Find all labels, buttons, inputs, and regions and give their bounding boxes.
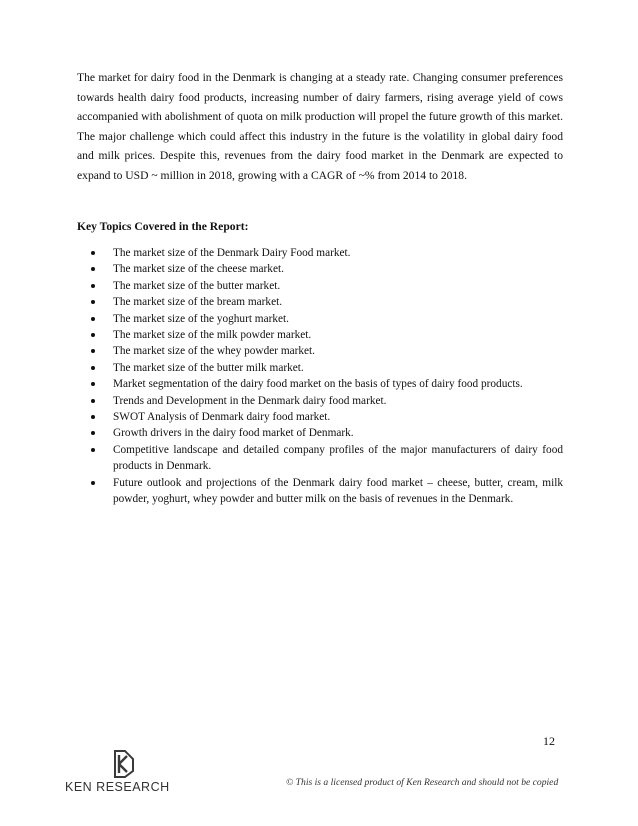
intro-paragraph: The market for dairy food in the Denmark is changing at a steady rate. Changing consumer preferences towards health dairy food products, increasing number of dairy farmers, rising average yield of cows accompanied with abolishment of quota on milk production will propel the future growth of this market. The major challenge which could affect this industry in the future is the volatility in global dairy food and milk prices. Despite this, revenues from the dairy food market in the Denmark are expected to expand to USD ~ million in 2018, growing with a CAGR of ~% from 2014 to 2018. — [77, 71, 563, 182]
list-item-text: The market size of the yoghurt market. — [113, 312, 289, 325]
list-item-text: Competitive landscape and detailed company profiles of the major manufacturers of dairy food products in Denmark. — [113, 443, 563, 473]
list-item — [77, 442, 563, 475]
bullet-icon — [91, 399, 95, 403]
list-item — [77, 343, 563, 359]
list-item — [77, 393, 563, 409]
list-item — [77, 360, 563, 376]
key-topics-list — [77, 245, 563, 508]
list-item — [77, 245, 563, 261]
logo-text: KEN RESEARCH — [65, 780, 170, 794]
bullet-icon — [91, 300, 95, 304]
list-item-text: The market size of the bream market. — [113, 296, 283, 309]
copyright-notice: © This is a licensed product of Ken Research and should not be copied — [286, 777, 559, 788]
list-item — [77, 327, 563, 343]
bullet-icon — [91, 349, 95, 353]
bullet-icon — [91, 317, 95, 321]
list-item-text: Market segmentation of the dairy food market on the basis of types of dairy food products. — [113, 378, 523, 391]
list-item — [77, 311, 563, 327]
bullet-icon — [91, 333, 95, 337]
list-item-text: The market size of the Denmark Dairy Food market. — [113, 247, 351, 259]
bullet-icon — [91, 284, 95, 288]
list-item — [77, 409, 563, 425]
bullet-icon — [91, 448, 95, 452]
list-item-text: The market size of the butter market. — [113, 279, 281, 292]
bullet-icon — [91, 431, 95, 435]
list-item-text: SWOT Analysis of Denmark dairy food market. — [113, 411, 331, 424]
list-item — [77, 294, 563, 310]
list-item-text: The market size of the milk powder market. — [113, 329, 312, 342]
bullet-icon — [91, 251, 95, 255]
ken-research-logo — [65, 749, 185, 799]
list-item — [77, 475, 563, 508]
list-item — [77, 376, 563, 392]
list-item — [77, 261, 563, 277]
key-topics-heading: Key Topics Covered in the Report: — [77, 220, 249, 233]
page-number: 12 — [543, 734, 555, 748]
list-item-text: Future outlook and projections of the Denmark dairy food market – cheese, butter, cream, milk powder, yoghurt, whey powder and butter milk on the basis of revenues in the Denmark. — [113, 476, 563, 506]
bullet-icon — [91, 415, 95, 419]
bullet-icon — [91, 481, 95, 485]
list-item-text: The market size of the cheese market. — [113, 263, 284, 276]
list-item-text: The market size of the butter milk market. — [113, 361, 304, 374]
bullet-icon — [91, 267, 95, 271]
list-item — [77, 425, 563, 441]
list-item — [77, 278, 563, 294]
bullet-icon — [91, 366, 95, 370]
list-item-text: The market size of the whey powder market. — [113, 345, 316, 358]
list-item-text: Trends and Development in the Denmark dairy food market. — [113, 394, 387, 407]
bullet-icon — [91, 382, 95, 386]
list-item-text: Growth drivers in the dairy food market of Denmark. — [113, 427, 354, 440]
ken-research-k-icon — [111, 749, 135, 779]
